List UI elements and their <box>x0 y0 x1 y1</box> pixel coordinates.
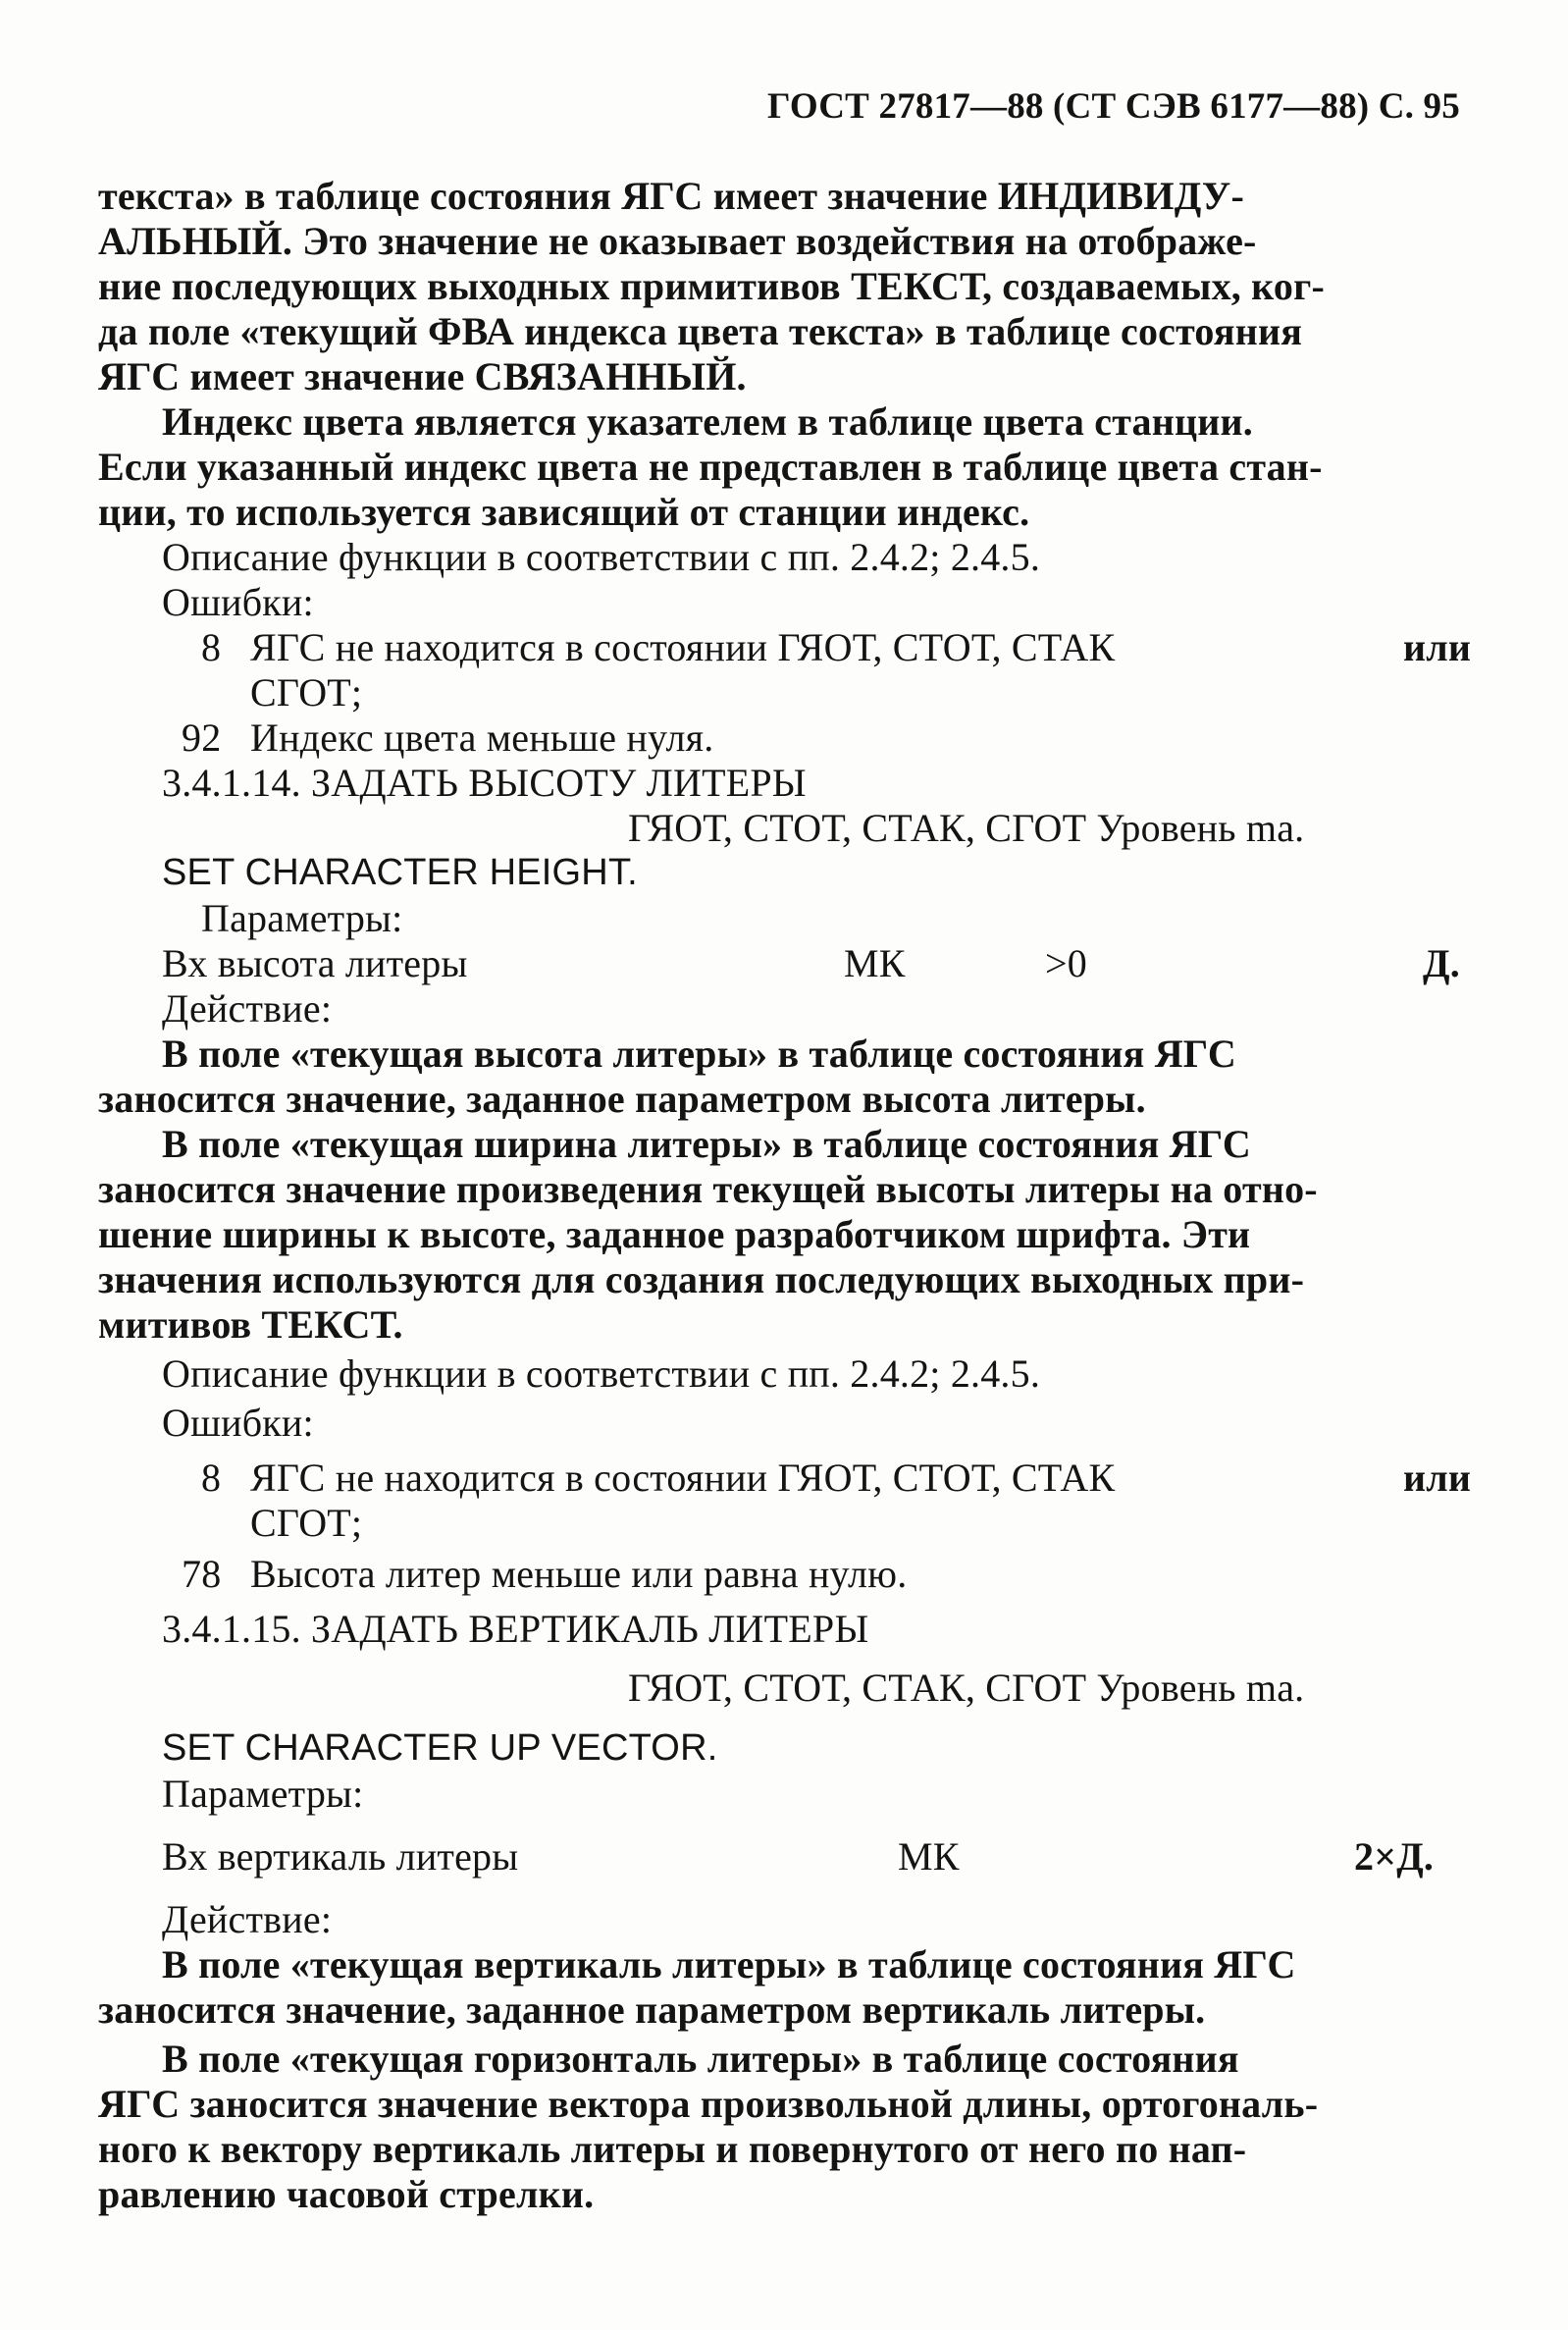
error-text-tail: или <box>1403 1456 1472 1500</box>
paragraph-line: Если указанный индекс цвета не представлен в таблице цвета стан- <box>98 445 1323 489</box>
paragraph-line <box>162 1034 1470 1074</box>
paragraph-line: заносится значение, заданное параметром вертикаль литеры. <box>98 1987 1206 2032</box>
parameters-label: Параметры: <box>162 1772 364 1816</box>
error-text-continued: СГОТ; <box>250 1501 363 1545</box>
error-code: 92 <box>182 715 222 760</box>
parameter-range: >0 <box>1045 941 1087 985</box>
paragraph-line: ного к вектору вертикаль литеры и повернутого от него по нап- <box>98 2127 1247 2171</box>
section-title: 3.4.1.14. ЗАДАТЬ ВЫСОТУ ЛИТЕРЫ <box>162 761 807 805</box>
paragraph-line: Индекс цвета является указателем в таблице цвета станции. <box>162 399 1253 444</box>
paragraph-line: ции, то используется зависящий от станции индекс. <box>98 490 1030 534</box>
error-code: 78 <box>182 1552 222 1596</box>
paragraph-line: равлению часовой стрелки. <box>98 2172 595 2216</box>
function-description: Описание функции в соответствии с пп. 2.4.2; 2.4.5. <box>162 1351 1041 1396</box>
paragraph-line: митивов ТЕКСТ. <box>98 1302 403 1347</box>
paragraph-line: текста» в таблице состояния ЯГС имеет значение ИНДИВИДУ- <box>98 174 1244 218</box>
paragraph-line: заносится значение, заданное параметром высота литеры. <box>98 1077 1146 1121</box>
error-text: ЯГС не находится в состоянии ГЯОТ, СТОТ, СТАК <box>250 625 1116 669</box>
parameter-name: Вх высота литеры <box>162 941 468 985</box>
error-text-tail: или <box>1403 625 1472 669</box>
paragraph-line: В поле «текущая ширина литеры» в таблице состояния ЯГС <box>162 1122 1251 1166</box>
paragraph-line: ние последующих выходных примитивов ТЕКСТ, создаваемых, ког- <box>98 264 1325 308</box>
error-code: 8 <box>201 1456 222 1500</box>
paragraph-line: шение ширины к высоте, заданное разработчиком шрифта. Эти <box>98 1212 1251 1256</box>
section-states: ГЯОТ, СТОТ, СТАК, СГОТ Уровень ma. <box>628 806 1305 850</box>
paragraph-line: АЛЬНЫЙ. Это значение не оказывает воздействия на отображе- <box>98 219 1257 263</box>
error-text: Индекс цвета меньше нуля. <box>250 715 714 760</box>
paragraph-text: В поле «текущая высота литеры» в таблице состояния ЯГС <box>162 1032 1237 1076</box>
parameter-format: 2×Д. <box>1354 1834 1435 1879</box>
action-label: Действие: <box>162 1897 333 1941</box>
parameter-format: Д. <box>1423 941 1460 985</box>
section-states: ГЯОТ, СТОТ, СТАК, СГОТ Уровень ma. <box>628 1666 1305 1710</box>
errors-label: Ошибки: <box>162 580 314 624</box>
parameter-name: Вх вертикаль литеры <box>162 1834 519 1879</box>
paragraph-line: ЯГС имеет значение СВЯЗАННЫЙ. <box>98 354 747 398</box>
page-header: ГОСТ 27817—88 (СТ СЭВ 6177—88) С. 95 <box>767 86 1460 127</box>
error-text: ЯГС не находится в состоянии ГЯОТ, СТОТ, СТАК <box>250 1456 1116 1500</box>
errors-label: Ошибки: <box>162 1401 314 1445</box>
section-title: 3.4.1.15. ЗАДАТЬ ВЕРТИКАЛЬ ЛИТЕРЫ <box>162 1607 869 1651</box>
section-english-name: SET CHARACTER UP VECTOR. <box>162 1727 718 1769</box>
function-description: Описание функции в соответствии с пп. 2.4.2; 2.4.5. <box>162 535 1041 579</box>
section-english-name: SET CHARACTER HEIGHT. <box>162 852 638 893</box>
paragraph-line: да поле «текущий ФВА индекса цвета текста» в таблице состояния <box>98 309 1303 353</box>
error-text-continued: СГОТ; <box>250 670 363 715</box>
error-text: Высота литер меньше или равна нулю. <box>250 1552 908 1596</box>
action-label: Действие: <box>162 986 333 1031</box>
error-code: 8 <box>201 625 222 669</box>
paragraph-line: значения используются для создания последующих выходных при- <box>98 1257 1305 1301</box>
paragraph-line: В поле «текущая вертикаль литеры» в таблице состояния ЯГС <box>162 1942 1296 1986</box>
parameter-type: МК <box>898 1834 960 1879</box>
parameters-label: Параметры: <box>201 896 403 940</box>
parameter-type: МК <box>844 941 906 985</box>
paragraph-line: В поле «текущая горизонталь литеры» в таблице состояния <box>162 2037 1239 2081</box>
paragraph-line: заносится значение произведения текущей высоты литеры на отно- <box>98 1167 1318 1211</box>
paragraph-line: ЯГС заносится значение вектора произвольной длины, ортогональ- <box>98 2082 1319 2126</box>
